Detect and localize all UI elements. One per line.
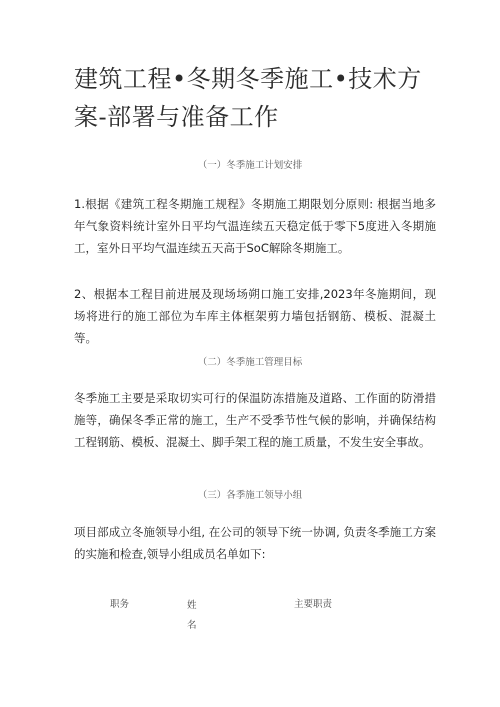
document-title: 建筑工程•冬期冬季施工•技术方案-部署与准备工作 [74,65,422,131]
table-header-position: 职务 [110,599,130,610]
table-header-name: 姓名 [187,600,197,631]
table-header-duties: 主要职责 [294,599,333,610]
paragraph-plan-2: 2、根据本工程目前进展及现场场朔口施工安排,2023年冬施期间，现场将进行的施工部位为车库主体框架剪力墙包括钢筋、模板、混凝土等。 [74,287,436,345]
section-heading-plan: （一）冬季施工计划安排 [197,160,303,171]
members-table-header [0,596,500,636]
paragraph-goals: 冬季施工主要是采取切实可行的保温防冻措施及道路、工作面的防滑措施等，确保冬季正常的施工，生产不受季节性气候的影响，并确保结构工程钢筋、模板、混凝土、脚手架工程的施工质量，不发生安全事故。 [74,391,436,449]
paragraph-leadership: 项目部成立冬施领导小组, 在公司的领导下统一协调, 负责冬季施工方案的实施和检查,领导小组成员名单如下: [74,525,436,561]
section-heading-goals: （二）冬季施工管理目标 [197,357,303,368]
section-heading-leadership: （三）各季施工领导小组 [197,490,303,501]
paragraph-plan-1: 1.根据《建筑工程冬期施工规程》冬期施工期限划分原则: 根据当地多年气象资料统计室外日平均气温连续五天稳定低于零下5度进入冬期施工，室外日平均气温连续五天高于SoC解除冬期施工。 [74,197,436,255]
